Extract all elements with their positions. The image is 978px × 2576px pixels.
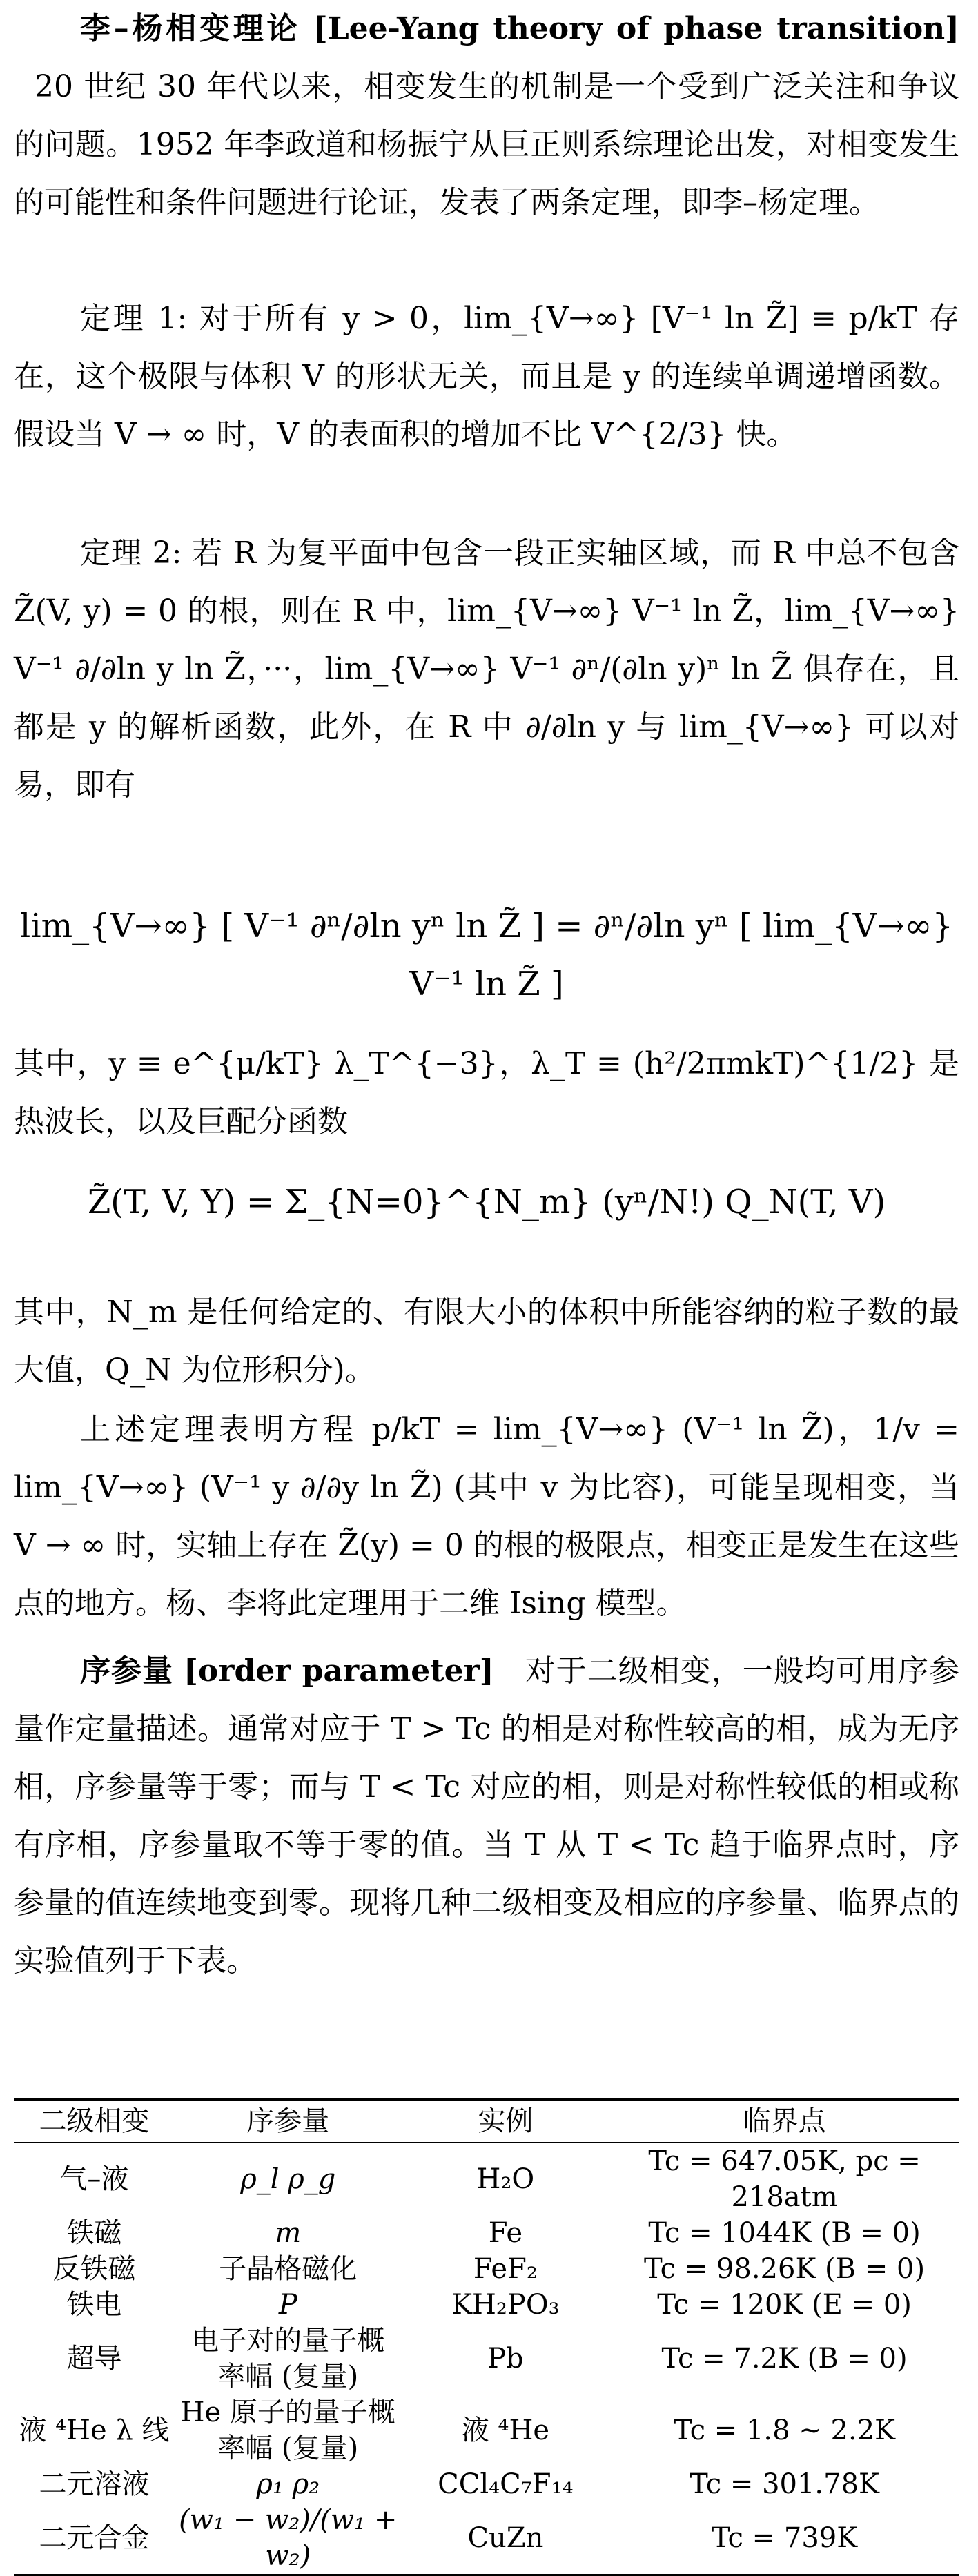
theorem-conclusion: 上述定理表明方程 p/kT = lim_{V→∞} (V⁻¹ ln Z̃)，1/v = lim_{V→∞} (V⁻¹ y ∂/∂y ln Z̃) (其中 v 为比容)，可能呈现相变，当 V → ∞ 时，实轴上存在 Z̃(y) = 0 的根的极限点，相变正是发生在这些点的地方。杨、李将此定理用于二维 Ising 模型。 [14,1412,959,1621]
cell-example: CCl₄C₇F₁₄ [438,2468,574,2500]
entry-title-cn: 李–杨相变理论 [80,11,301,46]
cell-order-param: ρ_l ρ_g [240,2163,336,2195]
header-transition: 二级相变 [14,2100,175,2143]
entry-intro-text: 20 世纪 30 年代以来，相变发生的机制是一个受到广泛关注和争议的问题。1952 年李政道和杨振宁从巨正则系综理论出发，对相变发生的可能性和条件问题进行论证，发表了两条定理，即李–杨定理。 [14,69,959,220]
cell-critical: Tc = 739K [609,2502,959,2575]
entry2-body: 对于二级相变，一般均可用序参量作定量描述。通常对应于 T > Tc 的相是对称性较高的相，成为无序相，序参量等于零；而与 T < Tc 对应的相，则是对称性较低的相或称有序相，序参量取不等于零的值。当 T 从 T < Tc 趋于临界点时，序参量的值连续地变到零。现将几种二级相变及相应的序参量、临界点的实验值列于下表。 [14,1653,959,1978]
table-row [14,2215,959,2251]
cell-example: FeF₂ [473,2253,538,2285]
table-row [14,2251,959,2287]
cell-example: Fe [488,2217,522,2249]
cell-order-param: P [278,2289,297,2321]
cell-critical: Tc = 120K (E = 0) [657,2289,912,2321]
table-row [14,2466,959,2502]
cell-critical: Tc = 98.26K (B = 0) [644,2253,926,2285]
entry-lee-yang-intro [14,0,959,232]
cell-transition: 液 ⁴He λ 线 [19,2415,170,2446]
cell-transition: 二元合金 [14,2502,175,2575]
entry2-title-en: [order parameter] [184,1653,494,1689]
table-row [14,2502,959,2575]
cell-order-param: He 原子的量子概率幅 (复量) [180,2397,395,2464]
cell-critical: Tc = 301.78K [690,2468,879,2500]
table-header-row [14,2100,959,2143]
header-critical-point: 临界点 [609,2100,959,2143]
cell-critical: Tc = 1.8 ∼ 2.2K [674,2415,896,2446]
cell-critical: Tc = 7.2K (B = 0) [661,2343,908,2375]
cell-transition: 铁电 [66,2289,122,2321]
cell-example: 液 ⁴He [461,2415,550,2446]
table-row [14,2287,959,2323]
equation-grand-partition: Z̃(T, V, Y) = Σ_{N=0}^{N_m} (yⁿ/N!) Q_N(T, V) [87,1183,886,1221]
cell-order-param: ρ₁ ρ₂ [256,2468,320,2500]
theorem-2: 定理 2: 若 R 为复平面中包含一段正实轴区域，而 R 中总不包含 Z̃(V, y) = 0 的根，则在 R 中，lim_{V→∞} V⁻¹ ln Z̃，lim_{V→∞} V⁻¹ ∂/∂ln y ln Z̃，···，lim_{V→∞} V⁻¹ ∂ⁿ/(∂ln y)ⁿ ln Z̃ 俱存在，且都是 y 的解析函数，此外，在 R 中 ∂/∂ln y 与 lim_{V→∞} 可以对易，即有 [14,535,959,803]
cell-order-param: 子晶格磁化 [219,2253,358,2285]
cell-order-param: m [275,2217,302,2249]
where-definitions: 其中，y ≡ e^{μ/kT} λ_T^{−3}，λ_T ≡ (h²/2πmkT)^{1/2} 是热波长，以及巨配分函数 [14,1046,959,1139]
cell-transition: 超导 [66,2343,122,2375]
table-row [14,2323,959,2395]
theorem-1: 定理 1: 对于所有 y > 0，lim_{V→∞} [V⁻¹ ln Z̃] ≡ p/kT 存在，这个极限与体积 V 的形状无关，而且是 y 的连续单调递增函数。假设当 V → ∞ 时，V 的表面积的增加不比 V^{2/3} 快。 [14,301,959,452]
cell-example: Pb [487,2343,524,2375]
table-row [14,2395,959,2466]
table-row [14,2143,959,2215]
critical-point-table [14,2098,959,2576]
cell-critical: Tc = 647.05K, pc = 218atm [648,2145,921,2213]
cell-critical: Tc = 1044K (B = 0) [648,2217,921,2249]
where-nm-definition: 其中，N_m 是任何给定的、有限大小的体积中所能容纳的粒子数的最大值，Q_N 为位形积分)。 [14,1295,959,1388]
cell-transition: 铁磁 [66,2217,122,2249]
header-example: 实例 [402,2100,609,2143]
cell-transition: 反铁磁 [52,2253,136,2285]
cell-example: CuZn [402,2502,609,2575]
cell-order-param: (w₁ − w₂)/(w₁ + w₂) [175,2502,402,2575]
header-order-param: 序参量 [175,2100,402,2143]
cell-example: H₂O [476,2163,535,2195]
cell-order-param: 电子对的量子概率幅 (复量) [191,2325,385,2392]
entry2-title-cn: 序参量 [80,1653,174,1689]
equation-limit-commute: lim_{V→∞} [ V⁻¹ ∂ⁿ/∂ln yⁿ ln Z̃ ] = ∂ⁿ/∂ln yⁿ [ lim_{V→∞} V⁻¹ ln Z̃ ] [19,907,954,1003]
cell-example: KH₂PO₃ [451,2289,560,2321]
entry-title-en: [Lee-Yang theory of phase transition] [313,11,959,46]
entry-order-parameter [14,1642,959,1990]
cell-transition: 二元溶液 [39,2468,150,2500]
cell-transition: 气–液 [59,2163,129,2195]
